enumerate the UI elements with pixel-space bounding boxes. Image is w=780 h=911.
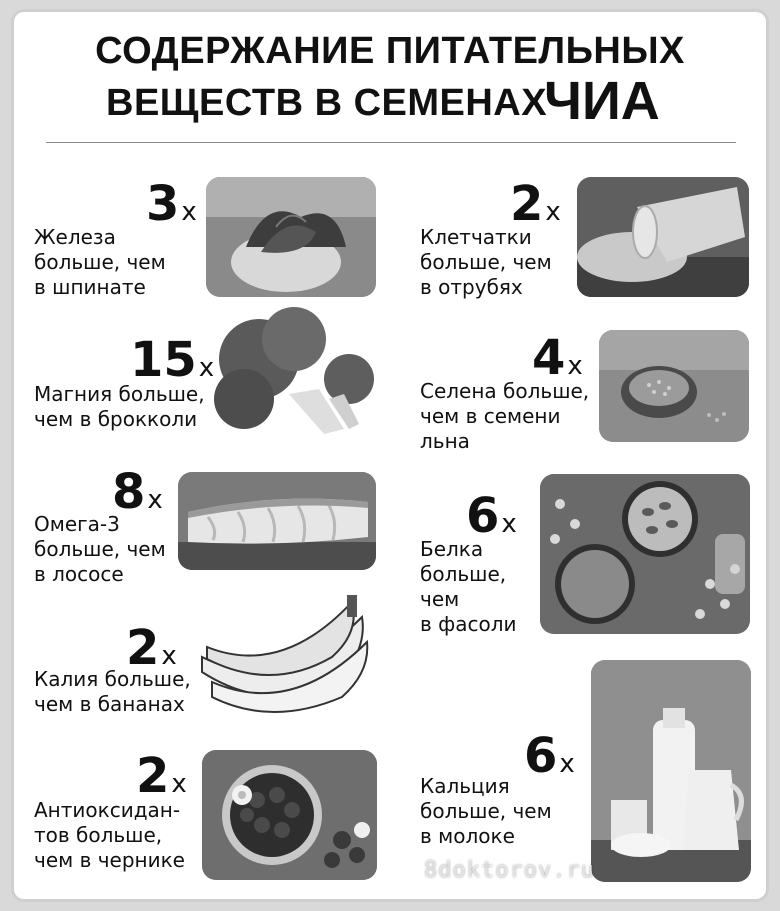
- multiplier-value: 2: [136, 748, 170, 804]
- broccoli-icon: [209, 304, 379, 454]
- multiplier-antioxidants: [136, 748, 187, 804]
- multiplier-x: х: [198, 353, 215, 383]
- multiplier-calcium: [524, 728, 575, 784]
- multiplier-x: х: [171, 769, 187, 799]
- desc-antioxidants: Антиоксидан- тов больше, чем в чернике: [34, 798, 185, 872]
- title-line-1: СОДЕРЖАНИЕ ПИТАТЕЛЬНЫХ: [95, 30, 685, 72]
- multiplier-value: 6: [524, 728, 558, 784]
- multiplier-iron: [146, 176, 197, 232]
- infographic-panel: [14, 12, 766, 899]
- beans-jars-icon: [540, 474, 750, 634]
- salmon-fillet-icon: [178, 472, 376, 570]
- spinach-bowl-icon: [206, 177, 376, 297]
- multiplier-protein: [466, 488, 517, 544]
- multiplier-omega3: [112, 464, 163, 520]
- blueberries-bowl-icon: [202, 750, 377, 880]
- desc-calcium: Кальция больше, чем в молоке: [420, 774, 552, 848]
- bananas-icon: [192, 587, 377, 722]
- multiplier-value: 15: [130, 332, 197, 388]
- flax-seed-bowl-icon: [599, 330, 749, 442]
- title-divider: [46, 142, 736, 143]
- multiplier-x: х: [567, 351, 583, 381]
- multiplier-magnesium: [130, 332, 215, 388]
- multiplier-x: х: [501, 509, 517, 539]
- multiplier-selenium: [532, 330, 583, 386]
- multiplier-value: 3: [146, 176, 180, 232]
- desc-potassium: Калия больше, чем в бананах: [34, 667, 191, 716]
- multiplier-x: х: [559, 749, 575, 779]
- bran-jar-icon: [577, 177, 749, 297]
- multiplier-value: 6: [466, 488, 500, 544]
- multiplier-value: 4: [532, 330, 566, 386]
- desc-omega3: Омега-3 больше, чем в лососе: [34, 512, 166, 586]
- multiplier-fiber: [510, 176, 561, 232]
- multiplier-potassium: [126, 620, 177, 676]
- multiplier-value: 8: [112, 464, 146, 520]
- multiplier-value: 2: [126, 620, 160, 676]
- desc-fiber: Клетчатки больше, чем в отрубях: [420, 225, 552, 299]
- watermark: 8doktorov.ru: [424, 858, 595, 883]
- multiplier-x: х: [181, 197, 197, 227]
- title-line-2: ВЕЩЕСТВ В СЕМЕНАХ: [106, 82, 548, 124]
- desc-selenium: Селена больше, чем в семени льна: [420, 379, 590, 453]
- multiplier-value: 2: [510, 176, 544, 232]
- desc-protein: Белка больше, чем в фасоли: [420, 537, 517, 636]
- title-highlight: ЧИА: [544, 71, 660, 131]
- multiplier-x: х: [147, 485, 163, 515]
- desc-magnesium: Магния больше, чем в брокколи: [34, 382, 205, 431]
- desc-iron: Железа больше, чем в шпинате: [34, 225, 166, 299]
- multiplier-x: х: [545, 197, 561, 227]
- multiplier-x: х: [161, 641, 177, 671]
- milk-products-icon: [591, 660, 751, 882]
